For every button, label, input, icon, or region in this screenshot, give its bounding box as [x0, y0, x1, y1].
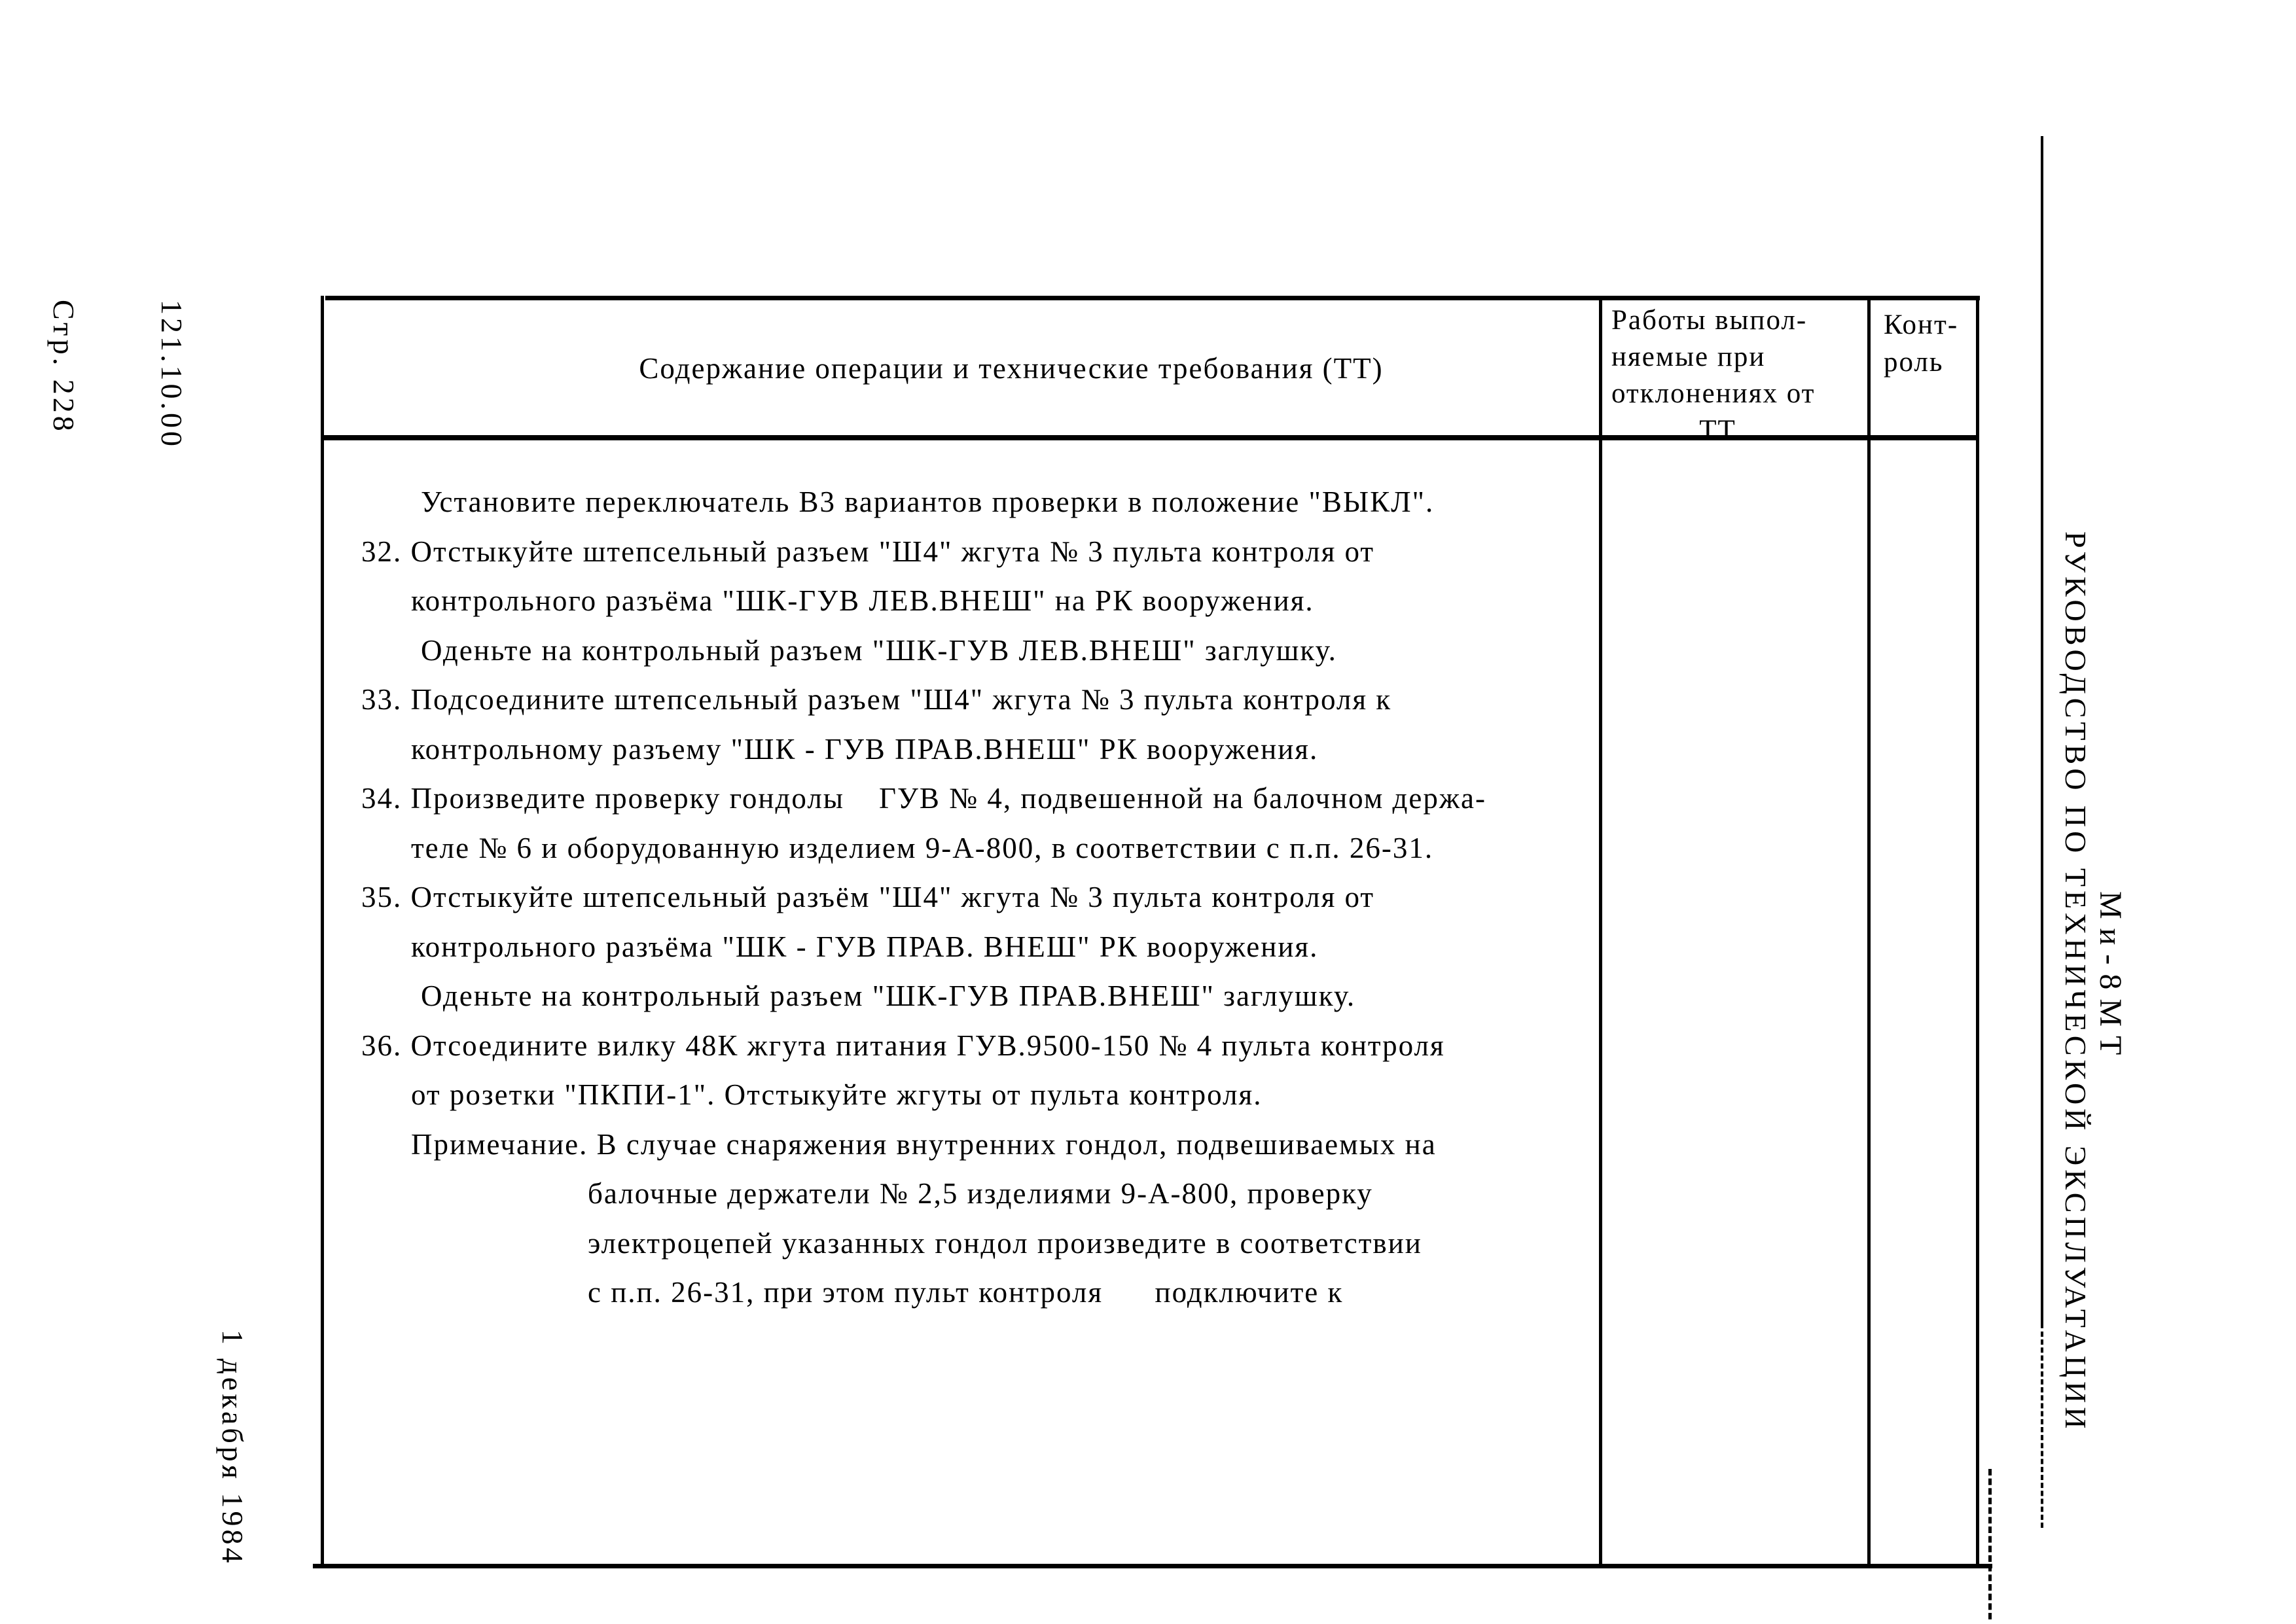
- text-line-step-35: 35. Отстыкуйте штепсельный разъём "Ш4" жгута № 3 пульта контроля от: [361, 881, 1375, 913]
- column-separator-1: [1599, 296, 1602, 1568]
- column-header-operations: Содержание операции и технические требования (ТТ): [639, 352, 1384, 385]
- page-reference-block: [0, 300, 262, 450]
- manual-title: РУКОВОДСТВО ПО ТЕХНИЧЕСКОЙ ЭКСПЛУАТАЦИИ: [2059, 531, 2092, 1433]
- text-line: от розетки "ПКПИ-1". Отстыкуйте жгуты от пульта контроля.: [411, 1078, 1263, 1111]
- table-top-border: [325, 296, 1980, 300]
- column-header-control: [1884, 306, 1975, 381]
- text-line: контрольному разъему "ШК - ГУВ ПРАВ.ВНЕШ" РК вооружения.: [411, 732, 1319, 766]
- operations-text-column: [327, 478, 1599, 1318]
- aircraft-model: Ми-8МТ: [2093, 891, 2128, 1065]
- revision-date: 1 декабря 1984: [216, 1330, 249, 1566]
- text-line: контрольного разъёма "ШК-ГУВ ЛЕВ.ВНЕШ" на РК вооружения.: [411, 584, 1314, 617]
- right-margin-rule: [2041, 136, 2043, 1328]
- table-bottom-border: [313, 1564, 1992, 1568]
- text-line-note: Примечание. В случае снаряжения внутренних гондол, подвешиваемых на: [411, 1127, 1437, 1161]
- section-number: 121.10.00: [155, 300, 188, 450]
- text-line: Оденьте на контрольный разъем "ШК-ГУВ ПРАВ.ВНЕШ" заглушку.: [421, 980, 1356, 1012]
- text-line-note: с п.п. 26-31, при этом пульт контроля подключите к: [588, 1276, 1344, 1309]
- header-line: Конт-: [1884, 309, 1959, 340]
- text-line: контрольного разъёма "ШК - ГУВ ПРАВ. ВНЕШ" РК вооружения.: [411, 930, 1319, 963]
- text-line-step-36: 36. Отсоедините вилку 48К жгута питания ГУВ.9500-150 № 4 пульта контроля: [361, 1029, 1445, 1062]
- header-line: няемые при: [1611, 342, 1766, 372]
- text-line-step-32: 32. Отстыкуйте штепсельный разъем "Ш4" жгута № 3 пульта контроля от: [361, 535, 1375, 568]
- table-corner-dashed-rule: [1988, 1469, 1992, 1619]
- text-line-note: электроцепей указанных гондол произведите в соответствии: [588, 1226, 1422, 1260]
- text-line: Оденьте на контрольный разъем "ШК-ГУВ ЛЕВ.ВНЕШ" заглушку.: [421, 633, 1337, 667]
- column-separator-2: [1867, 296, 1871, 1568]
- text-line: теле № 6 и оборудованную изделием 9-А-800, в соответствии с п.п. 26-31.: [411, 831, 1434, 864]
- text-line-step-33: 33. Подсоедините штепсельный разъем "Ш4" жгута № 3 пульта контроля к: [361, 683, 1392, 716]
- column-header-deviation-works: [1611, 302, 1863, 449]
- header-line: роль: [1884, 347, 1944, 378]
- text-line: Установите переключатель В3 вариантов проверки в положение "ВЫКЛ".: [421, 485, 1435, 518]
- right-margin-rule-dashed: [2041, 1332, 2043, 1528]
- header-line: ТТ: [1699, 415, 1736, 446]
- table-right-border: [1976, 296, 1979, 1568]
- header-line: отклонениях от: [1611, 378, 1816, 409]
- text-line-step-34: 34. Произведите проверку гондолы ГУВ № 4, подвешенной на балочном держа-: [361, 782, 1486, 815]
- page-number: Стр. 228: [47, 300, 81, 434]
- text-line-note: балочные держатели № 2,5 изделиями 9-А-800, проверку: [588, 1177, 1373, 1210]
- header-line: Работы выпол-: [1611, 305, 1808, 336]
- table-left-border: [321, 296, 324, 1568]
